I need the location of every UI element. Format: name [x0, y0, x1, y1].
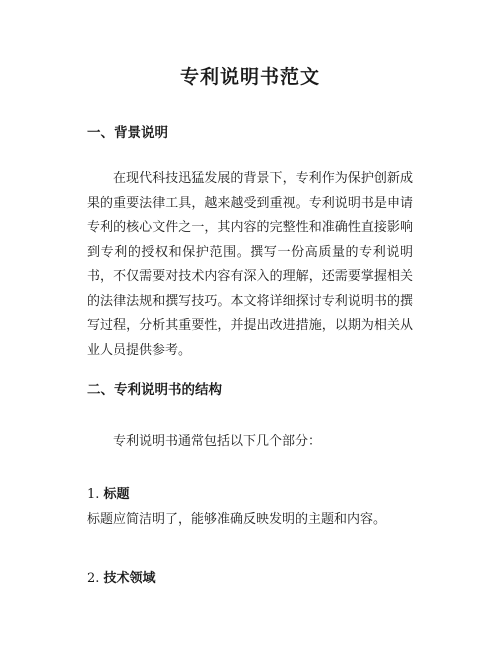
- document-title: 专利说明书范文: [179, 66, 320, 88]
- item-heading-technical-field: [87, 567, 156, 586]
- item-number: 2.: [87, 571, 100, 586]
- structure-intro-paragraph: 专利说明书通常包括以下几个部分：: [113, 434, 322, 449]
- section-heading-structure: 二、专利说明书的结构: [87, 382, 222, 398]
- background-paragraph: 在现代科技迅猛发展的背景下，专利作为保护创新成果的重要法律工具，越来越受到重视。专利说明书是申请专利的核心文件之一，其内容的完整性和准确性直接影响到专利的授权和保护范围。撰写一份高质量的专利说明书，不仅需要对技术内容有深入的理解，还需要掌握相关的法律法规和撰写技巧。本文将详细探讨专利说明书的撰写过程，分析其重要性，并提出改进措施，以期为相关从业人员提供参考。: [87, 171, 413, 358]
- item-label: 标题: [103, 487, 130, 502]
- item-description-title: 标题应简洁明了，能够准确反映发明的主题和内容。: [87, 512, 387, 527]
- section-heading-background: 一、背景说明: [87, 125, 168, 141]
- item-number: 1.: [87, 487, 100, 502]
- item-label: 技术领域: [103, 571, 156, 586]
- item-heading-title: [87, 483, 130, 502]
